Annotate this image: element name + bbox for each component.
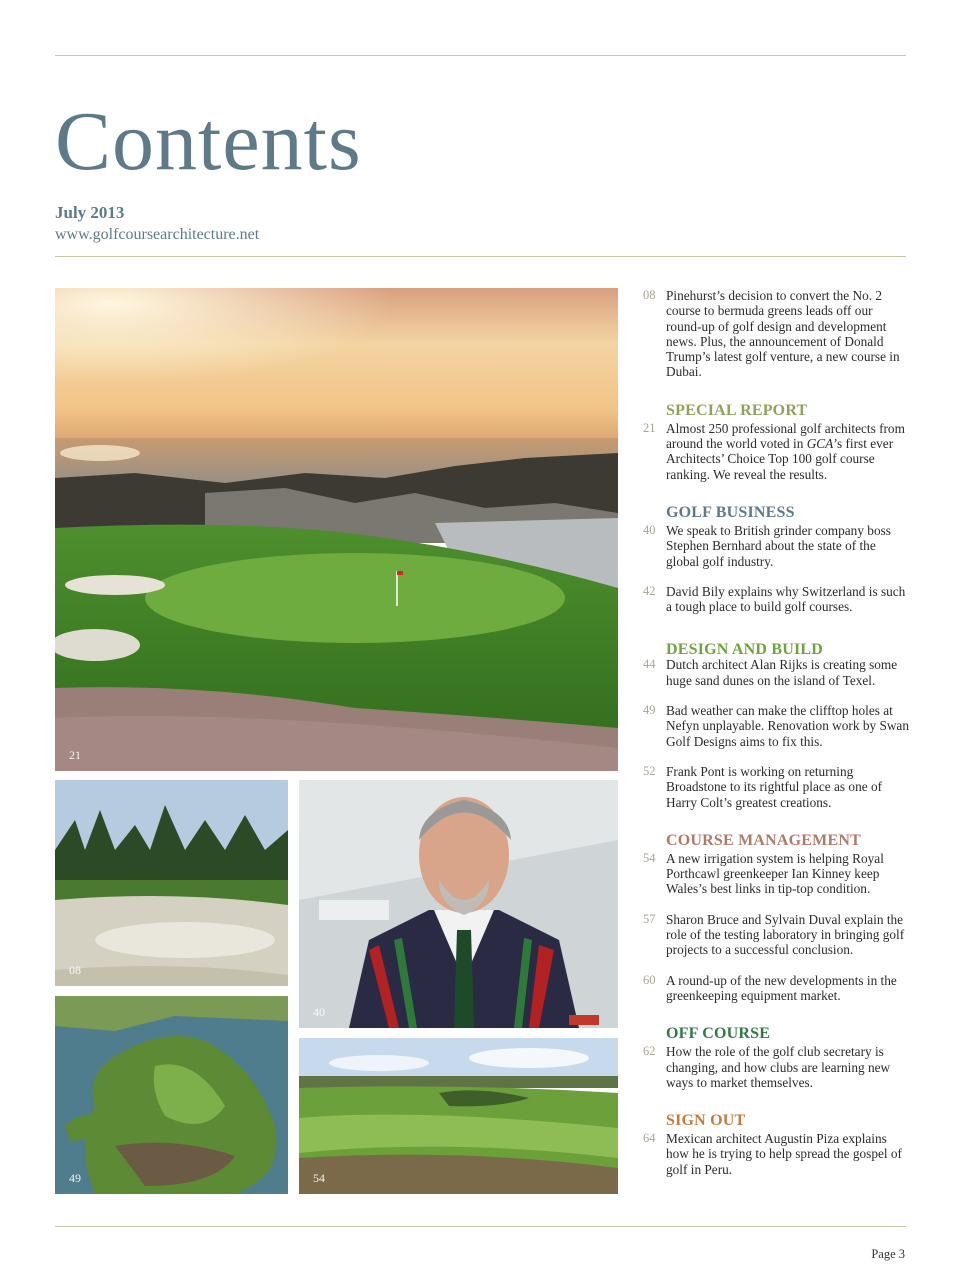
contents-entry[interactable] (643, 703, 911, 749)
top-rule (55, 55, 906, 56)
section-heading-golf-business: GOLF BUSINESS (666, 503, 795, 521)
entry-text: How the role of the golf club secretary is changing, and how clubs are learning new ways to market themselves. (666, 1044, 891, 1090)
footer-rule (55, 1226, 906, 1227)
page-title: Contents (55, 95, 362, 188)
entry-page-number: 08 (643, 288, 656, 302)
entry-page-number: 42 (643, 583, 656, 598)
entry-text-italic: GCA (806, 436, 834, 452)
entry-page-number: 54 (643, 850, 656, 865)
contents-entry[interactable] (643, 523, 911, 569)
photo-page-number: 40 (313, 1005, 325, 1019)
contents-entry[interactable] (643, 288, 911, 380)
photo-page-number: 54 (313, 1171, 325, 1185)
entry-text: Dutch architect Alan Rijks is creating some huge sand dunes on the island of Texel. (666, 657, 898, 688)
contents-entry[interactable] (643, 851, 911, 897)
photo-portrait-man (299, 780, 618, 1028)
entry-page-number: 57 (643, 911, 656, 926)
entry-text: Frank Pont is working on returning Broadstone to its rightful place as one of Harry Colt’s greatest creations. (666, 763, 883, 810)
contents-entry[interactable] (643, 764, 911, 810)
page-number: Page 3 (871, 1247, 905, 1261)
photo-links-landscape (299, 1038, 618, 1194)
entry-text: A round-up of the new developments in the greenkeeping equipment market. (666, 972, 897, 1003)
entry-text: David Bily explains why Switzerland is such a tough place to build golf courses. (666, 583, 906, 615)
contents-entry[interactable] (643, 1131, 911, 1177)
entry-text: A new irrigation system is helping Royal Porthcawl greenkeeper Ian Kinney keep Wales’s best links in tip-top condition. (666, 850, 884, 897)
photo-pines-bunker (55, 780, 288, 986)
section-heading-special-report: SPECIAL REPORT (666, 401, 808, 419)
entry-text: Bad weather can make the clifftop holes at Nefyn unplayable. Renovation work by Swan Golf Designs aims to fix this. (666, 703, 909, 749)
contents-entry[interactable] (643, 657, 911, 688)
contents-list (643, 288, 911, 1177)
photo-page-number: 49 (69, 1171, 81, 1185)
entry-page-number: 44 (643, 657, 656, 672)
entry-page-number: 52 (643, 763, 656, 778)
entry-page-number: 40 (643, 522, 656, 537)
section-heading-off-course: OFF COURSE (666, 1025, 771, 1043)
section-heading-sign-out: SIGN OUT (666, 1112, 746, 1130)
section-heading-design-and-build: DESIGN AND BUILD (666, 641, 824, 659)
entry-page-number: 64 (643, 1131, 656, 1146)
entry-page-number: 60 (643, 972, 656, 987)
photo-clifftop-aerial (55, 996, 288, 1194)
photo-coastal-sunset (55, 288, 618, 771)
contents-entry[interactable] (643, 584, 911, 615)
contents-entry[interactable] (643, 912, 911, 958)
entry-text: We speak to British grinder company boss Stephen Bernhard about the state of the global golf industry. (666, 522, 891, 569)
entry-page-number: 62 (643, 1044, 656, 1059)
entry-page-number: 49 (643, 703, 656, 718)
header-rule (55, 256, 906, 257)
issue-date: July 2013 (55, 203, 125, 222)
entry-text-b: ’s first ever Architects’ Choice Top 100 golf course ranking. We reveal the results. (666, 436, 894, 482)
entry-page-number: 21 (643, 420, 656, 435)
contents-entry[interactable] (643, 973, 911, 1004)
website-url[interactable]: www.golfcoursearchitecture.net (55, 226, 260, 243)
section-heading-course-management: COURSE MANAGEMENT (666, 831, 861, 849)
photo-page-number: 08 (69, 963, 81, 977)
entry-text: Pinehurst’s decision to convert the No. 2 course to bermuda greens leads off our round-up of golf design and development news. Plus, the announcement of Donald Trump’s latest golf venture, a new course in Dubai. (666, 288, 900, 380)
entry-text-a: Almost 250 professional golf architects from around the world voted in (666, 420, 905, 452)
contents-entry[interactable] (643, 421, 911, 482)
entry-text: Mexican architect Augustin Piza explains how he is trying to help spread the gospel of golf in Peru. (666, 1131, 902, 1177)
contents-entry[interactable] (643, 1044, 911, 1090)
entry-text: Sharon Bruce and Sylvain Duval explain the role of the testing laboratory in bringing golf projects to a successful conclusion. (666, 911, 905, 958)
photo-page-number: 21 (69, 748, 81, 762)
